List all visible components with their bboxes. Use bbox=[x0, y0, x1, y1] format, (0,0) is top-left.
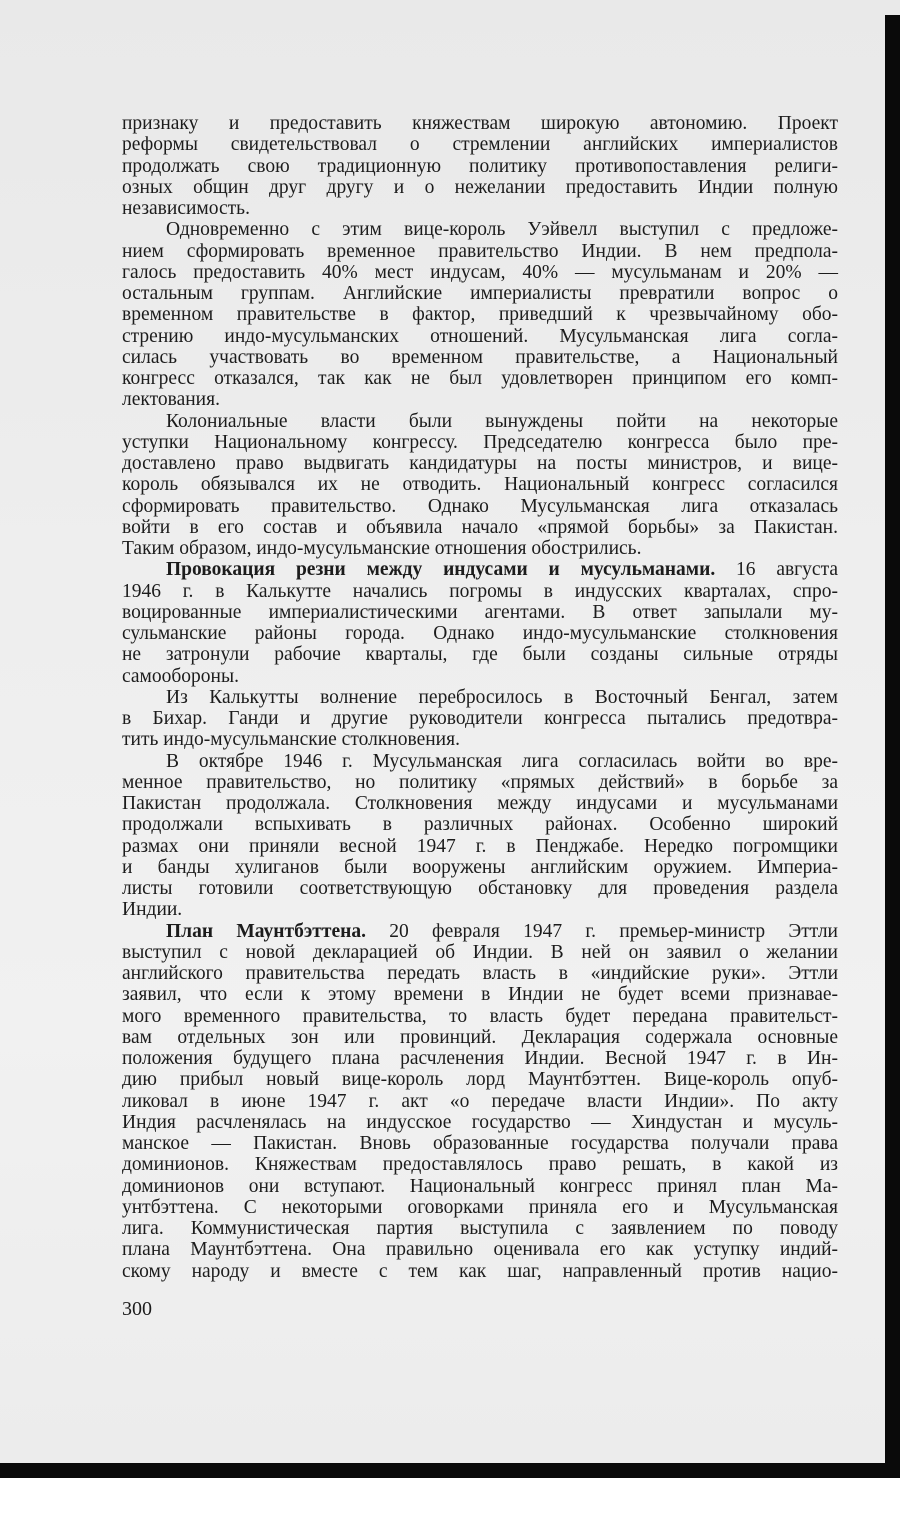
line-text: продолжали вспыхивать в различных районах. Особенно широкий bbox=[122, 814, 838, 836]
text-line bbox=[122, 708, 838, 729]
text-line bbox=[122, 1239, 838, 1260]
text-line bbox=[122, 623, 838, 644]
line-text: не затронули рабочие кварталы, где были созданы сильные отряды bbox=[122, 644, 838, 666]
line-text: выступил с новой декларацией об Индии. В ней он заявил о желании bbox=[122, 941, 838, 963]
text-line bbox=[122, 602, 838, 623]
line-text: галось предоставить 40% мест индусам, 40% — мусульманам и 20% — bbox=[122, 261, 838, 283]
text-line bbox=[122, 814, 838, 835]
line-text: листы готовили соответствующую обстановку для проведения раздела bbox=[122, 878, 838, 899]
line-text: вам отдельных зон или провинций. Декларация содержала основные bbox=[122, 1026, 838, 1048]
text-line bbox=[122, 1048, 838, 1069]
paragraph bbox=[122, 219, 838, 410]
section-heading: План Маунтбэттена. bbox=[166, 920, 366, 942]
text-line bbox=[122, 326, 838, 347]
line-text: манское — Пакистан. Вновь образованные государства получали права bbox=[122, 1133, 838, 1154]
line-text: Из Калькутты волнение перебросилось в Восточный Бенгал, затем bbox=[166, 686, 838, 708]
text-line bbox=[122, 857, 838, 878]
text-line bbox=[122, 963, 838, 984]
text-line bbox=[122, 1154, 838, 1175]
line-text: тить индо-мусульманские столкновения. bbox=[122, 729, 460, 751]
line-text: временном правительстве в фактор, приведший к чрезвычайному обо- bbox=[122, 304, 838, 326]
line-text: лига. Коммунистическая партия выступила с заявлением по поводу bbox=[122, 1218, 838, 1239]
text-line bbox=[122, 113, 838, 134]
text-line bbox=[122, 411, 838, 432]
line-text: независимость. bbox=[122, 198, 250, 219]
text-line bbox=[122, 1133, 838, 1154]
line-text: Пакистан продолжала. Столкновения между индусами и мусульманами bbox=[122, 793, 838, 814]
text-line bbox=[122, 772, 838, 793]
line-text: 16 августа bbox=[715, 559, 839, 581]
text-line bbox=[122, 389, 838, 410]
line-text: конгресс отказался, так как не был удовлетворен принципом его комп- bbox=[122, 368, 838, 389]
scan-edge-bottom bbox=[0, 1463, 900, 1478]
line-text: доставлено право выдвигать кандидатуры на посты министров, и вице- bbox=[122, 453, 838, 474]
line-text: ликовал в июне 1947 г. акт «о передаче власти Индии». По акту bbox=[122, 1090, 838, 1112]
line-text: В октябре 1946 г. Мусульманская лига согласилась войти во вре- bbox=[166, 750, 838, 772]
paragraph bbox=[122, 751, 838, 921]
line-text: 20 февраля 1947 г. премьер-министр Эттли bbox=[365, 920, 838, 942]
text-line bbox=[122, 687, 838, 708]
text-line bbox=[122, 793, 838, 814]
line-text: унтбэттена. С некоторыми оговорками приняла его и Мусульманская bbox=[122, 1196, 838, 1218]
text-line bbox=[122, 1069, 838, 1090]
line-text: дию прибыл новый вице-король лорд Маунтбэттен. Вице-король опуб- bbox=[122, 1069, 838, 1091]
line-text: Таким образом, индо-мусульманские отношения обострились. bbox=[122, 538, 642, 559]
text-line bbox=[122, 156, 838, 177]
paragraph bbox=[122, 687, 838, 751]
line-text: заявил, что если к этому времени в Индии не будет всеми признавае- bbox=[122, 984, 838, 1006]
text-line bbox=[122, 283, 838, 304]
line-text: силась участвовать во временном правительстве, а Национальный bbox=[122, 346, 838, 368]
text-line bbox=[122, 1091, 838, 1112]
text-line bbox=[122, 921, 838, 942]
line-text: размах они приняли весной 1947 г. в Пенджабе. Нередко погромщики bbox=[122, 835, 838, 857]
text-line bbox=[122, 1261, 838, 1282]
line-text: уступки Национальному конгрессу. Председателю конгресса было пре- bbox=[122, 431, 838, 453]
text-line bbox=[122, 198, 838, 219]
line-text: доминионов. Княжествам предоставлялось право решать, в какой из bbox=[122, 1154, 838, 1176]
text-line bbox=[122, 1218, 838, 1239]
text-line bbox=[122, 517, 838, 538]
line-text: скому народу и вместе с тем как шаг, направленный против нацио- bbox=[122, 1260, 838, 1282]
body-text bbox=[122, 113, 838, 1282]
text-line bbox=[122, 1006, 838, 1027]
line-text: лектования. bbox=[122, 389, 220, 411]
text-line bbox=[122, 496, 838, 517]
line-text: мого временного правительства, то власть будет передана правительст- bbox=[122, 1005, 838, 1027]
paragraph bbox=[122, 921, 838, 1282]
line-text: нием сформировать временное правительство Индии. В нем предпола- bbox=[122, 240, 838, 262]
text-line bbox=[122, 836, 838, 857]
section-heading: Провокация резни между индусами и мусульманами. bbox=[166, 559, 716, 581]
line-text: менное правительство, но политику «прямых действий» в борьбе за bbox=[122, 771, 838, 793]
line-text: король обязывался их не отводить. Национальный конгресс согласился bbox=[122, 474, 838, 496]
text-line bbox=[122, 262, 838, 283]
line-text: Колониальные власти были вынуждены пойти на некоторые bbox=[166, 410, 838, 432]
line-text: самообороны. bbox=[122, 665, 239, 687]
text-line bbox=[122, 899, 838, 920]
text-line bbox=[122, 644, 838, 665]
line-text: Индия расчленялась на индусское государство — Хиндустан и мусуль- bbox=[122, 1111, 838, 1133]
line-text: продолжать свою традиционную политику противопоставления религи- bbox=[122, 155, 838, 177]
text-line bbox=[122, 177, 838, 198]
text-line bbox=[122, 1197, 838, 1218]
line-text: английского правительства передать власть в «индийские руки». Эттли bbox=[122, 963, 838, 984]
line-text: воцированные империалистическими агентами. В ответ запылали му- bbox=[122, 601, 838, 623]
text-line bbox=[122, 1176, 838, 1197]
text-line bbox=[122, 474, 838, 495]
text-line bbox=[122, 984, 838, 1005]
text-line bbox=[122, 134, 838, 155]
paragraph bbox=[122, 559, 838, 687]
line-text: остальным группам. Английские империалисты превратили вопрос о bbox=[122, 283, 838, 304]
line-text: Одновременно с этим вице-король Уэйвелл выступил с предложе- bbox=[166, 219, 838, 241]
line-text: 1946 г. в Калькутте начались погромы в индусских кварталах, спро- bbox=[122, 580, 838, 602]
text-line bbox=[122, 432, 838, 453]
line-text: Индии. bbox=[122, 899, 183, 921]
text-line bbox=[122, 219, 838, 240]
line-text: реформы свидетельствовал о стремлении английских империалистов bbox=[122, 134, 838, 156]
page-number: 300 bbox=[122, 1298, 152, 1320]
paragraph bbox=[122, 411, 838, 560]
text-line bbox=[122, 241, 838, 262]
text-line bbox=[122, 1112, 838, 1133]
text-line bbox=[122, 304, 838, 325]
line-text: сульманские районы города. Однако индо-мусульманские столкновения bbox=[122, 623, 838, 644]
text-line bbox=[122, 347, 838, 368]
line-text: сформировать правительство. Однако Мусульманская лига отказалась bbox=[122, 495, 838, 517]
line-text: доминионов они вступают. Национальный конгресс принял план Ма- bbox=[122, 1175, 838, 1197]
text-line bbox=[122, 581, 838, 602]
line-text: положения будущего плана расчленения Индии. Весной 1947 г. в Ин- bbox=[122, 1048, 838, 1069]
text-line bbox=[122, 878, 838, 899]
line-text: в Бихар. Ганди и другие руководители конгресса пытались предотвра- bbox=[122, 708, 838, 729]
text-line bbox=[122, 751, 838, 772]
line-text: и банды хулиганов были вооружены английским оружием. Империа- bbox=[122, 856, 838, 878]
line-text: стрению индо-мусульманских отношений. Мусульманская лига согла- bbox=[122, 325, 838, 347]
paragraph bbox=[122, 113, 838, 219]
scan-edge-right bbox=[885, 15, 900, 1478]
text-line bbox=[122, 368, 838, 389]
text-line bbox=[122, 453, 838, 474]
line-text: войти в его состав и объявила начало «прямой борьбы» за Пакистан. bbox=[122, 516, 838, 538]
line-text: плана Маунтбэттена. Она правильно оценивала его как уступку индий- bbox=[122, 1239, 838, 1261]
text-line bbox=[122, 1027, 838, 1048]
text-line bbox=[122, 942, 838, 963]
line-text: озных общин друг другу и о нежелании предоставить Индии полную bbox=[122, 176, 838, 198]
text-line bbox=[122, 666, 838, 687]
text-line bbox=[122, 538, 838, 559]
text-line bbox=[122, 729, 838, 750]
line-text: признаку и предоставить княжествам широкую автономию. Проект bbox=[122, 113, 838, 134]
text-line bbox=[122, 559, 838, 580]
